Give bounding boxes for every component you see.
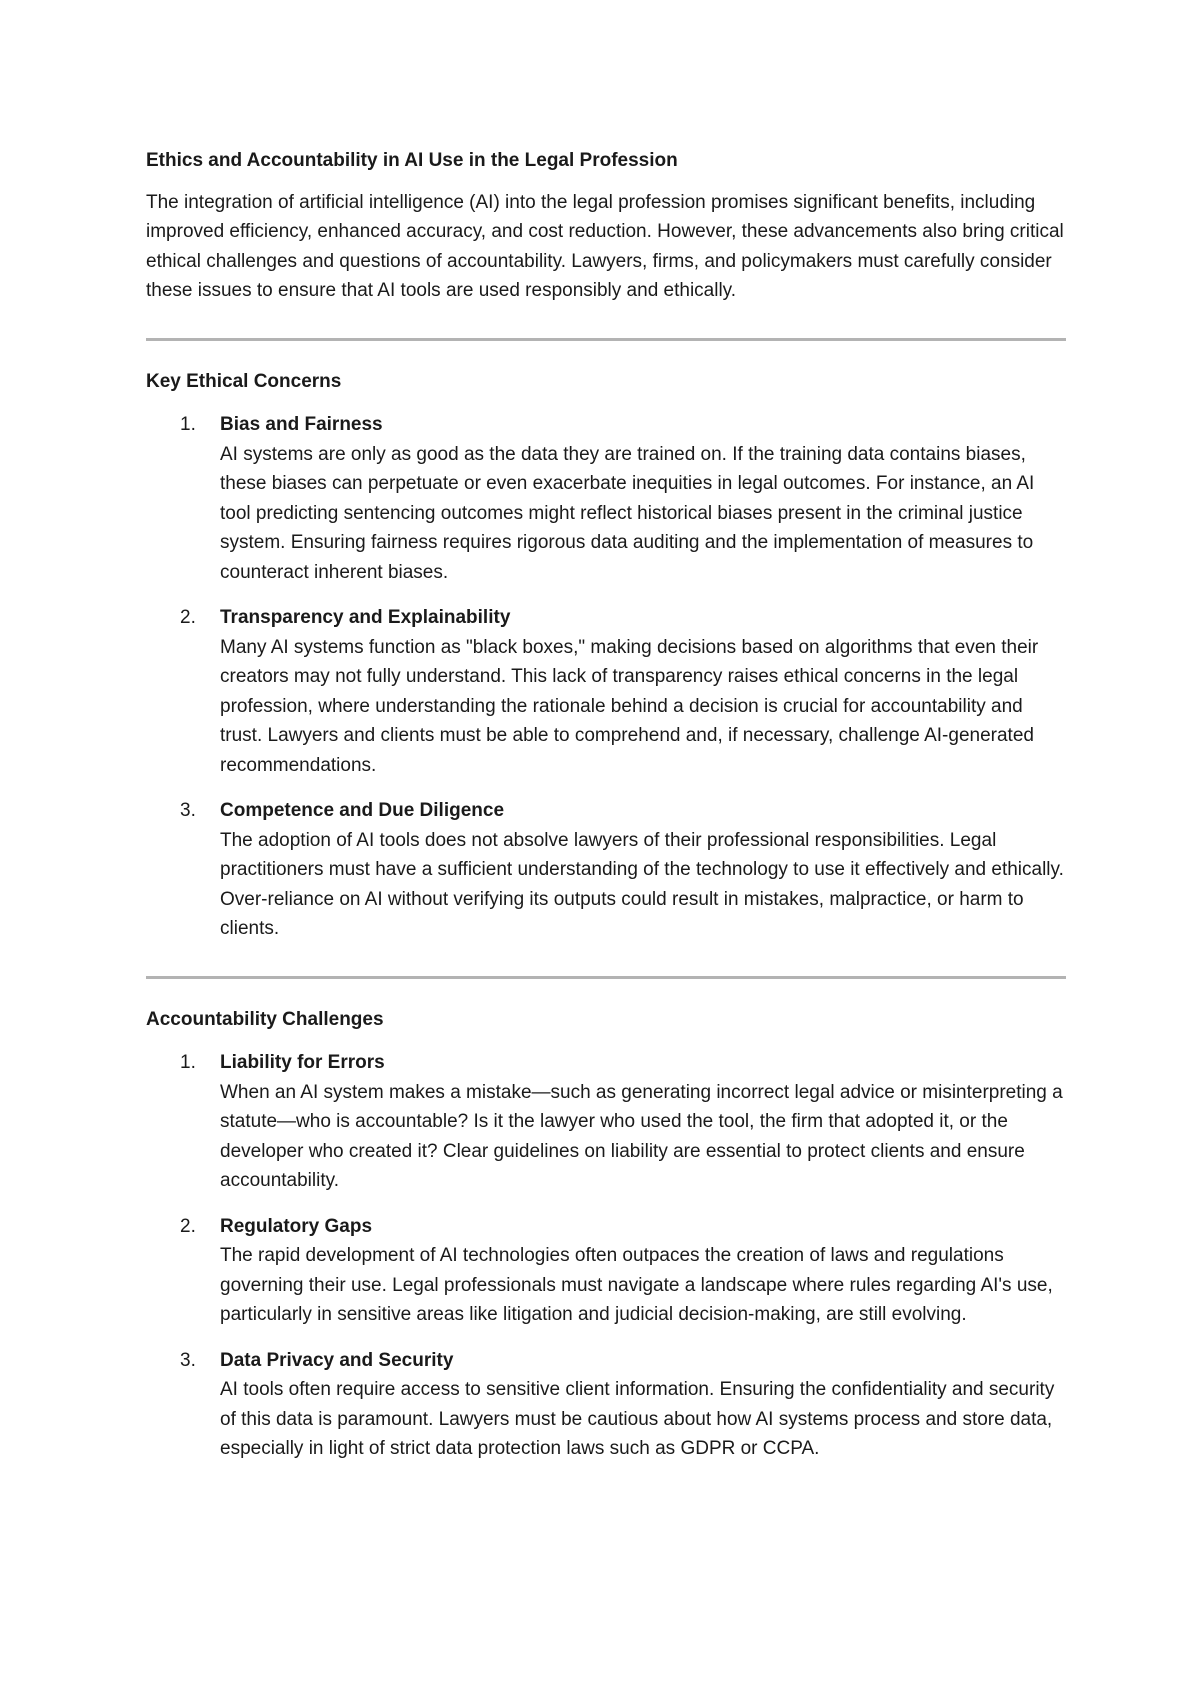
list-item (146, 796, 1066, 944)
section-accountability-challenges (146, 1005, 1066, 1464)
item-title: Liability for Errors (220, 1052, 385, 1073)
item-title: Bias and Fairness (220, 414, 383, 435)
list-item (146, 1346, 1066, 1464)
list-number: 1. (180, 1052, 196, 1073)
list-item (146, 603, 1066, 780)
document-title: Ethics and Accountability in AI Use in the Legal Profession (146, 150, 678, 171)
section-key-ethical-concerns (146, 367, 1066, 944)
list-item (146, 1048, 1066, 1196)
item-body: The rapid development of AI technologies often outpaces the creation of laws and regulations governing their use. Legal professionals must navigate a landscape where rules regarding AI's use, particularly in sensitive areas like litigation and judicial decision-making, are still evolving. (220, 1245, 1053, 1325)
item-body: When an AI system makes a mistake—such as generating incorrect legal advice or misinterpreting a statute—who is accountable? Is it the lawyer who used the tool, the firm that adopted it, or the developer who created it? Clear guidelines on liability are essential to protect clients and ensure accountability. (220, 1081, 1063, 1191)
list-number: 3. (180, 1349, 196, 1371)
intro-paragraph: The integration of artificial intelligence (AI) into the legal profession promises significant benefits, including improved efficiency, enhanced accuracy, and cost reduction. However, these advancements also bring critical ethical challenges and questions of accountability. Lawyers, firms, and policymakers must carefully consider these issues to ensure that AI tools are used responsibly and ethically. (146, 191, 1064, 301)
section-heading: Key Ethical Concerns (146, 370, 342, 392)
item-title: Data Privacy and Security (220, 1349, 454, 1371)
section-divider (146, 338, 1066, 341)
list-item (146, 410, 1066, 587)
concerns-list (146, 410, 1066, 944)
item-body: The adoption of AI tools does not absolve lawyers of their professional responsibilities. Legal practitioners must have a sufficient understanding of the technology to use it effectively and ethically. Over-reliance on AI without verifying its outputs could result in mistakes, malpractice, or harm to clients. (220, 829, 1064, 939)
item-title: Regulatory Gaps (220, 1215, 373, 1237)
item-body: AI systems are only as good as the data they are trained on. If the training data contains biases, these biases can perpetuate or even exacerbate inequities in legal outcomes. For instance, an AI tool predicting sentencing outcomes might reflect historical biases present in the criminal justice system. Ensuring fairness requires rigorous data auditing and the implementation of measures to counteract inherent biases. (220, 443, 1035, 583)
list-number: 3. (180, 800, 196, 821)
item-body: AI tools often require access to sensitive client information. Ensuring the confidentiality and security of this data is paramount. Lawyers must be cautious about how AI systems process and store data, especially in light of strict data protection laws such as GDPR or CCPA. (220, 1379, 1055, 1459)
document-page (146, 146, 1066, 1480)
list-number: 2. (180, 607, 196, 628)
item-title: Transparency and Explainability (220, 607, 511, 628)
challenges-list (146, 1048, 1066, 1464)
section-divider (146, 976, 1066, 979)
section-heading: Accountability Challenges (146, 1008, 384, 1030)
item-title: Competence and Due Diligence (220, 800, 505, 821)
list-number: 1. (180, 414, 196, 435)
item-body: Many AI systems function as "black boxes," making decisions based on algorithms that even their creators may not fully understand. This lack of transparency raises ethical concerns in the legal profession, where understanding the rationale behind a decision is crucial for accountability and trust. Lawyers and clients must be able to comprehend and, if necessary, challenge AI-generated recommendations. (220, 636, 1039, 776)
list-number: 2. (180, 1215, 196, 1237)
list-item (146, 1212, 1066, 1330)
